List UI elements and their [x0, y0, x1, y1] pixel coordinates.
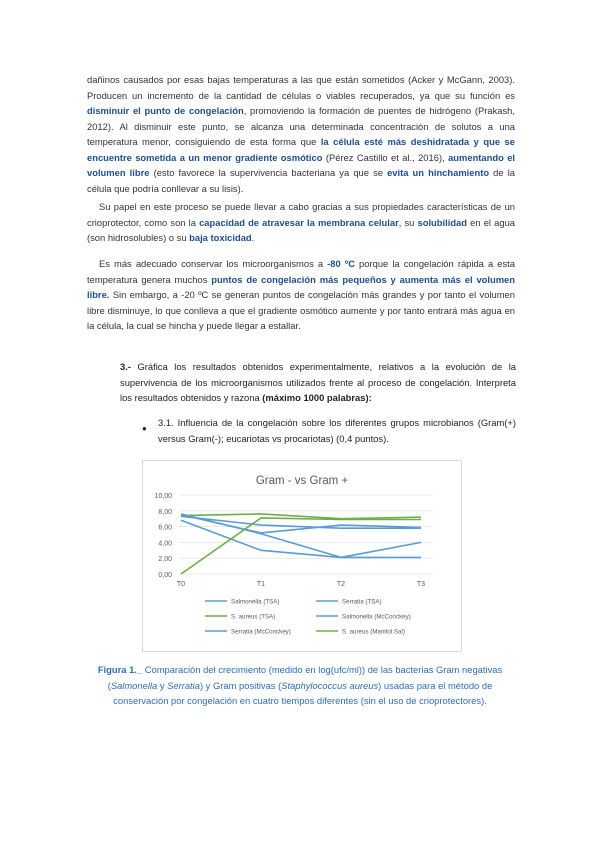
legend-label: Salmonella (McConckey)	[342, 613, 411, 621]
figure-label: Figura 1._	[97, 664, 143, 675]
question-number: 3.-	[120, 361, 131, 372]
legend-label: S. aureus (Manitol Sal)	[342, 628, 405, 636]
y-tick-label: 6,00	[158, 524, 172, 532]
paragraph-cryoprotectant-function: dañinos causados por esas bajas temperaturas a las que están sometidos (Acker y McGann, 2003). Producen un incremento de la cantidad de células o viables recuperados, ya que su función es disminuir el punto de congelación, promoviendo la formación de puentes de hidrógeno (Prakash, 2012). Al disminuir este punto, se alcanza una determinada concentración de solutos a una temperatura menor, consiguiendo de esta forma que la célula esté más deshidratada y que se encuentre sometida a un menor gradiente osmótico (Pérez Castillo et al., 2016), aumentando el volumen libre (esto favorece la supervivencia bacteriana ya que se evita un hinchamiento de la célula que podría conllevar a su lisis).	[87, 74, 516, 194]
x-tick-label: T1	[256, 581, 266, 588]
legend-label: Salmonella (TSA)	[231, 598, 280, 606]
paragraph-cryoprotectant-properties: Su papel en este proceso se puede llevar a cabo gracias a sus propiedades características de un crioprotector, como son la capacidad de atravesar la membrana celular, su solubilidad en el agua (son hidrosolubles) o su baja toxicidad.	[87, 201, 515, 243]
legend-label: Serratia (TSA)	[342, 598, 382, 606]
chart-title: Gram - vs Gram +	[255, 475, 349, 487]
question-3: 3.- Gráfica los resultados obtenidos experimentalmente, relativos a la evolución de la supervivencia de los microorganismos utilizados frente al proceso de congelación. Interpreta los resultados obtenidos y razona (máximo 1000 palabras):	[120, 361, 516, 403]
x-tick-label: T2	[336, 581, 346, 588]
subpoint-3-1: 3.1. Influencia de la congelación sobre los diferentes grupos microbianos (Gram(+) versus Gram(-); eucariotas vs procariotas) (0,4 puntos).	[158, 417, 516, 444]
legend-label: Serratia (McConckey)	[231, 628, 291, 636]
chart-svg	[143, 461, 461, 651]
y-tick-label: 8,00	[158, 508, 172, 516]
x-tick-label: T0	[176, 581, 186, 588]
y-tick-label: 0,00	[158, 572, 172, 579]
bullet-icon: ●	[142, 424, 147, 433]
legend-label: S. aureus (TSA)	[231, 613, 276, 621]
chart-gram-comparison	[142, 460, 462, 652]
y-tick-label: 2,00	[158, 556, 172, 564]
figure-caption: Figura 1._ Comparación del crecimiento (medido en log(ufc/ml)) de las bacterias Gram negativas (Salmonella y Serratia) y Gram positivas (Staphylococcus aureus) usadas para el método de conservación por congelación en cuatro tiempos diferentes (sin el uso de crioprotectores).	[97, 664, 503, 706]
x-tick-label: T3	[416, 581, 426, 588]
y-tick-label: 4,00	[158, 540, 172, 548]
paragraph-freezing-temperature: Es más adecuado conservar los microorganismos a -80 ºC porque la congelación rápida a esta temperatura genera muchos puntos de congelación más pequeños y aumenta más el volumen libre. Sin embargo, a -20 ºC se generan puntos de congelación más grandes y por tanto el volumen libre disminuye, lo que conlleva a que el gradiente osmótico aumente y por tanto entrará más agua en la célula, la cual se hincha y puede llegar a estallar.	[87, 258, 515, 331]
y-tick-label: 10,00	[154, 493, 172, 500]
